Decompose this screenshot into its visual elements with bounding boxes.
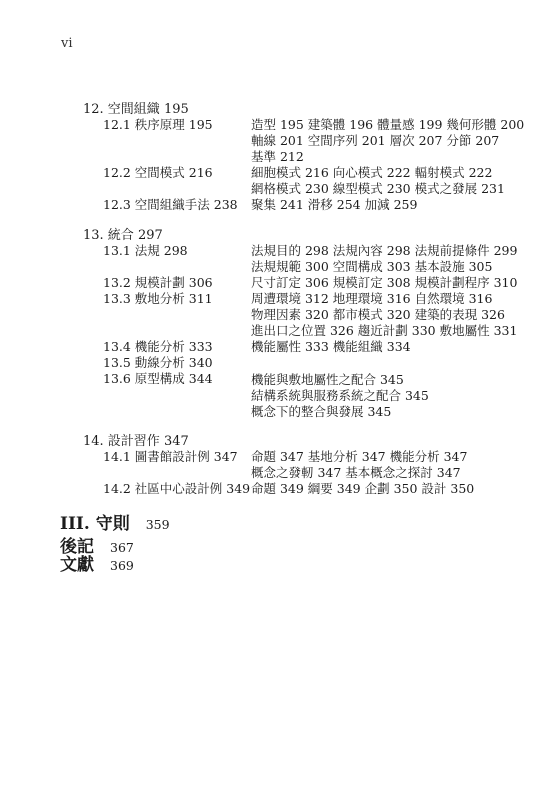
topics-13-1-line-2: 法規規範 300 空間構成 303 基本設施 305 [251, 259, 493, 274]
subsection-12-1: 12.1 秩序原理 195 [103, 117, 213, 132]
subsection-14-1: 14.1 圖書館設計例 347 [103, 449, 238, 464]
appendix-afterword [60, 539, 134, 556]
subsection-13-4: 13.4 機能分析 333 [103, 339, 213, 354]
afterword-page-number: 367 [110, 540, 134, 555]
references-label: 文獻 [60, 555, 94, 575]
topics-13-6-line-1: 機能與敷地屬性之配合 345 [251, 372, 404, 387]
topics-13-3-line-3: 進出口之位置 326 趨近計劃 330 敷地屬性 331 [251, 323, 518, 338]
topics-13-6-line-2: 結構系統與服務系統之配合 345 [251, 388, 429, 403]
section-title-13: 13. 統合 297 [83, 228, 163, 243]
subsection-12-3: 12.3 空間組織手法 238 [103, 197, 238, 212]
topics-12-1-line-1: 造型 195 建築體 196 體量感 199 幾何形體 200 [251, 117, 525, 132]
topics-14-2-line-1: 命題 349 綱要 349 企劃 350 設計 350 [251, 481, 475, 496]
afterword-label: 後記 [60, 537, 94, 557]
references-page-number: 369 [110, 558, 134, 573]
topics-12-3-line-1: 聚集 241 滑移 254 加減 259 [251, 197, 418, 212]
section-title-12: 12. 空間組織 195 [83, 102, 189, 117]
subsection-13-6: 13.6 原型構成 344 [103, 371, 213, 386]
appendix-references [60, 557, 134, 574]
topics-14-1-line-1: 命題 347 基地分析 347 機能分析 347 [251, 449, 468, 464]
topics-12-1-line-2: 軸線 201 空間序列 201 層次 207 分節 207 [251, 133, 500, 148]
subsection-14-2: 14.2 社區中心設計例 349 [103, 481, 251, 496]
topics-12-2-line-2: 網格模式 230 線型模式 230 模式之發展 231 [251, 181, 505, 196]
subsection-13-2: 13.2 規模計劃 306 [103, 275, 213, 290]
page-number: vi [61, 36, 73, 51]
part-title: III. 守則 [60, 514, 130, 534]
topics-13-1-line-1: 法規目的 298 法規內容 298 法規前提條件 299 [251, 243, 518, 258]
topics-12-2-line-1: 細胞模式 216 向心模式 222 輻射模式 222 [251, 165, 493, 180]
subsection-12-2: 12.2 空間模式 216 [103, 165, 213, 180]
section-title-14: 14. 設計習作 347 [83, 434, 189, 449]
topics-14-1-line-2: 概念之發軔 347 基本概念之探討 347 [251, 465, 461, 480]
topics-13-3-line-1: 周遭環境 312 地理環境 316 自然環境 316 [251, 291, 493, 306]
topics-13-4-line-1: 機能屬性 333 機能組織 334 [251, 339, 411, 354]
subsection-13-5: 13.5 動線分析 340 [103, 355, 213, 370]
part-heading [60, 516, 170, 533]
subsection-13-1: 13.1 法規 298 [103, 243, 188, 258]
topics-13-6-line-3: 概念下的整合與發展 345 [251, 404, 392, 419]
part-page-number: 359 [145, 517, 170, 532]
topics-12-1-line-3: 基準 212 [251, 149, 304, 164]
subsection-13-3: 13.3 敷地分析 311 [103, 291, 213, 306]
topics-13-2-line-1: 尺寸訂定 306 規模訂定 308 規模計劃程序 310 [251, 275, 518, 290]
topics-13-3-line-2: 物理因素 320 都市模式 320 建築的表現 326 [251, 307, 505, 322]
